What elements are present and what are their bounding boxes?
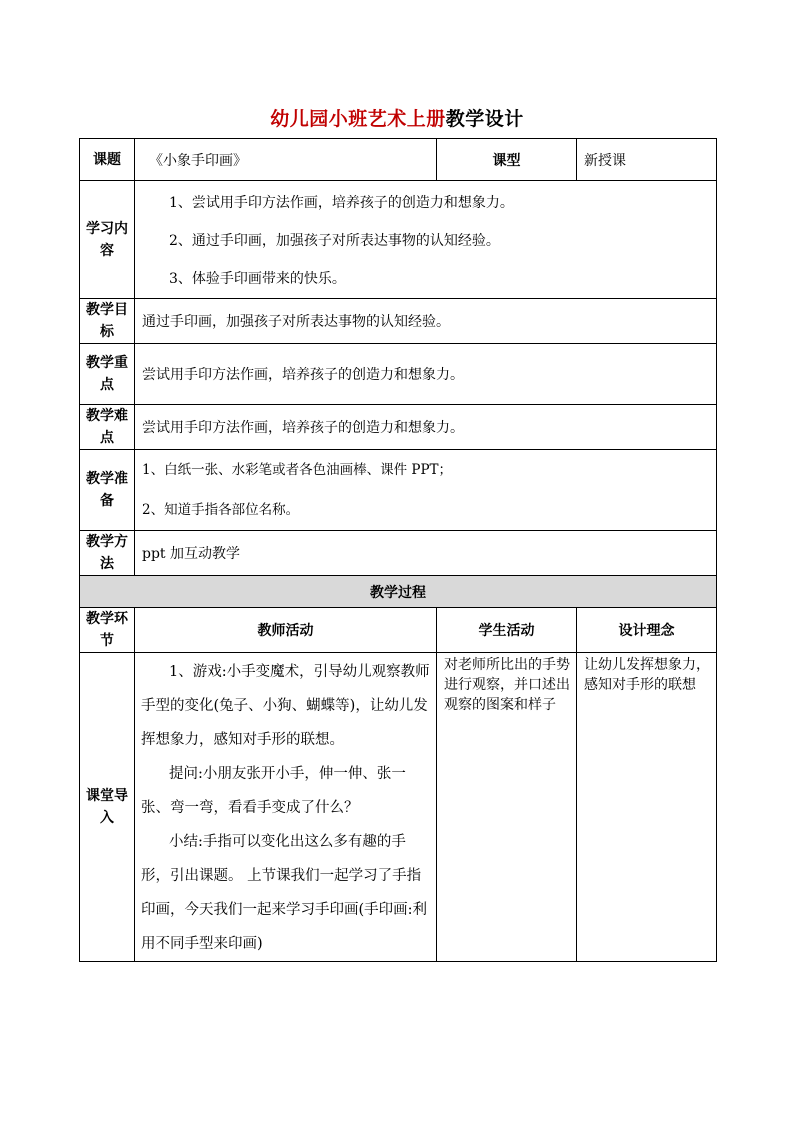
process-row-intro xyxy=(80,653,717,962)
title-black-part: 教学设计 xyxy=(445,108,524,130)
row-content xyxy=(80,181,717,299)
difficult-value: 尝试用手印方法作画，培养孩子的创造力和想象力。 xyxy=(135,405,717,450)
design-rationale: 让幼儿发挥想象力，感知对手形的联想 xyxy=(577,653,717,962)
row-topic xyxy=(80,139,717,181)
content-lines xyxy=(135,181,717,299)
col-step: 教学环节 xyxy=(80,608,135,653)
process-columns-row xyxy=(80,608,717,653)
student-activity: 对老师所比出的手势进行观察，并口述出观察的图案和样子 xyxy=(437,653,577,962)
teacher-paragraph: 小结:手指可以变化出这么多有趣的手形，引出课题。 上节课我们一起学习了手指印画，今天我们一起来学习手印画(手印画:利用不同手型来印画) xyxy=(141,834,428,952)
row-method xyxy=(80,531,717,576)
content-line: 1、尝试用手印方法作画，培养孩子的创造力和想象力。 xyxy=(169,194,514,211)
content-line: 3、体验手印画带来的快乐。 xyxy=(169,270,346,287)
prep-line: 1、白纸一张、水彩笔或者各色油画棒、课件 PPT； xyxy=(142,462,453,478)
prep-lines xyxy=(135,450,717,531)
label-lesson-type: 课型 xyxy=(437,139,577,181)
process-header: 教学过程 xyxy=(80,576,717,608)
goal-value: 通过手印画，加强孩子对所表达事物的认知经验。 xyxy=(135,299,717,344)
col-design: 设计理念 xyxy=(577,608,717,653)
row-key xyxy=(80,344,717,405)
teacher-activity xyxy=(135,653,437,962)
label-goal: 教学目标 xyxy=(80,299,135,344)
method-value: ppt 加互动教学 xyxy=(135,531,717,576)
content-line: 2、通过手印画，加强孩子对所表达事物的认知经验。 xyxy=(169,232,500,249)
label-method: 教学方法 xyxy=(80,531,135,576)
label-difficult: 教学难点 xyxy=(80,405,135,450)
lesson-plan-table xyxy=(79,138,717,962)
topic-value: 《小象手印画》 xyxy=(135,139,437,181)
step-intro: 课堂导入 xyxy=(80,653,135,962)
row-difficult xyxy=(80,405,717,450)
col-teacher: 教师活动 xyxy=(135,608,437,653)
label-prep: 教学准备 xyxy=(80,450,135,531)
page-title xyxy=(0,104,794,131)
teacher-paragraph: 1、游戏:小手变魔术，引导幼儿观察教师手型的变化(兔子、小狗、蝴蝶等)，让幼儿发挥想象力，感知对手形的联想。 xyxy=(141,664,430,748)
key-value: 尝试用手印方法作画，培养孩子的创造力和想象力。 xyxy=(135,344,717,405)
title-red-part: 幼儿园小班艺术上册 xyxy=(270,108,446,130)
col-student: 学生活动 xyxy=(437,608,577,653)
row-goal xyxy=(80,299,717,344)
teacher-paragraph: 提问:小朋友张开小手，伸一伸、张一张、弯一弯，看看手变成了什么？ xyxy=(141,766,406,816)
label-topic: 课题 xyxy=(80,139,135,181)
label-content: 学习内容 xyxy=(80,181,135,299)
row-prep xyxy=(80,450,717,531)
lesson-type-value: 新授课 xyxy=(577,139,717,181)
process-header-row xyxy=(80,576,717,608)
label-key: 教学重点 xyxy=(80,344,135,405)
prep-line: 2、知道手指各部位名称。 xyxy=(142,502,300,518)
